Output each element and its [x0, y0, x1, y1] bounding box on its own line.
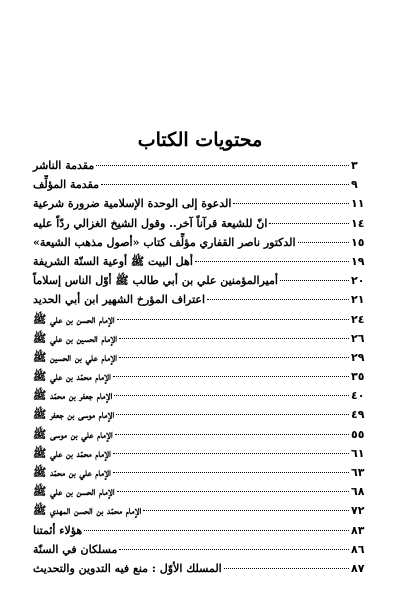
toc-entry-label: الدكتور ناصر القفاري مؤلِّف كتاب «أصول مذهب الشيعة» [33, 235, 296, 249]
toc-entry [31, 271, 373, 290]
toc-entry [31, 233, 373, 252]
toc-entry [31, 156, 373, 175]
toc-entry-label: أهل البيت ﷺ أوعية السنّة الشريفة [33, 254, 193, 268]
toc-entry [31, 329, 373, 348]
dot-leader [116, 414, 349, 415]
toc-entry-page-number: ٨٣ [351, 523, 365, 537]
dot-leader [113, 376, 349, 377]
toc-entry-label: مسلكان في السنّة [33, 542, 118, 556]
toc-entry-page-number: ١٩ [351, 254, 365, 268]
table-of-contents [31, 156, 373, 578]
toc-entry-label: الإمام علي بن الحسين ﷺ [33, 350, 117, 364]
toc-entry [31, 367, 373, 386]
dot-leader [119, 357, 349, 358]
toc-entry [31, 482, 373, 501]
toc-entry [31, 521, 373, 540]
toc-entry-page-number: ٦٨ [351, 485, 365, 499]
dot-leader [117, 491, 349, 492]
dot-leader [84, 530, 349, 531]
toc-entry [31, 540, 373, 559]
toc-entry-page-number: ٨٧ [351, 561, 365, 575]
toc-entry [31, 405, 373, 424]
toc-entry-label: الإمام الحسن بن علي ﷺ [33, 312, 115, 326]
dot-leader [224, 568, 349, 569]
dot-leader [101, 184, 349, 185]
dot-leader [113, 453, 349, 454]
toc-entry-label: الإمام محمّد بن الحسن المهدي ﷺ [33, 504, 142, 518]
toc-entry [31, 310, 373, 329]
toc-entry-label: أميرالمؤمنين علي بن أبي طالب ﷺ أوّل الناس إسلاماً [33, 274, 278, 288]
dot-leader [269, 223, 349, 224]
dot-leader [280, 280, 349, 281]
dot-leader [113, 472, 349, 473]
toc-entry-label: الإمام علي بن موسى ﷺ [33, 427, 113, 441]
toc-entry-page-number: ٢٦ [351, 331, 365, 345]
toc-entry-page-number: ٨٦ [351, 542, 365, 556]
dot-leader [96, 165, 349, 166]
dot-leader [233, 203, 349, 204]
toc-entry-page-number: ١٥ [351, 235, 365, 249]
toc-entry-page-number: ٦٣ [351, 466, 365, 479]
toc-entry-label: الإمام جعفر بن محمّد ﷺ [33, 389, 113, 403]
toc-entry [31, 501, 373, 520]
toc-entry-label: الإمام علي بن محمّد ﷺ [33, 466, 111, 479]
toc-entry-page-number: ١١ [351, 197, 365, 211]
toc-entry-label: الدعوة إلى الوحدة الإسلامية ضرورة شرعية [33, 197, 232, 211]
dot-leader [143, 510, 349, 511]
toc-entry-page-number: ٧٢ [351, 504, 365, 518]
toc-entry [31, 194, 373, 213]
toc-entry-label: الإمام الحسن بن علي ﷺ [33, 485, 115, 499]
dot-leader [119, 549, 349, 550]
toc-entry [31, 290, 373, 309]
toc-entry [31, 444, 373, 463]
toc-entry-page-number: ١٤ [351, 216, 365, 230]
toc-entry-page-number: ٤٩ [351, 408, 365, 422]
toc-entry [31, 252, 373, 271]
toc-entry [31, 175, 373, 194]
toc-entry [31, 386, 373, 405]
toc-entry-page-number: ٢٤ [351, 312, 365, 326]
toc-entry-page-number: ٩ [351, 178, 358, 192]
toc-entry-label: اعتراف المؤرخ الشهير ابن أبي الحديد [33, 293, 206, 307]
toc-entry-page-number: ٢٠ [351, 274, 365, 288]
toc-entry-label: الإمام موسى بن جعفر ﷺ [33, 408, 115, 422]
toc-entry-page-number: ٣ [351, 159, 358, 172]
page-title: محتويات الكتاب [137, 129, 263, 151]
toc-entry [31, 214, 373, 233]
toc-entry-page-number: ٢١ [351, 293, 365, 307]
dot-leader [298, 242, 349, 243]
dot-leader [115, 434, 349, 435]
dot-leader [117, 319, 349, 320]
toc-entry-label: مقدمة الناشر [33, 159, 95, 172]
dot-leader [114, 395, 349, 396]
toc-entry-label: الإمام الحسين بن علي ﷺ [33, 331, 117, 345]
toc-entry-page-number: ٣٥ [351, 370, 365, 384]
toc-entry-label: الإمام محمّد بن علي ﷺ [33, 370, 111, 384]
toc-entry [31, 348, 373, 367]
dot-leader [195, 261, 349, 262]
toc-entry-label: مقدمة المؤلِّف [33, 178, 100, 192]
toc-entry-page-number: ٥٥ [351, 427, 365, 441]
toc-entry-label: هؤلاء أئمتنا [33, 523, 83, 537]
toc-entry [31, 559, 373, 578]
toc-entry [31, 463, 373, 482]
dot-leader [207, 299, 349, 300]
dot-leader [119, 338, 349, 339]
toc-entry-page-number: ٦١ [351, 446, 365, 460]
toc-entry-label: المسلك الأوّل : منع فيه التدوين والتحديث [33, 561, 222, 575]
toc-entry-page-number: ٢٩ [351, 350, 365, 364]
toc-entry-label: انّ للشيعة قرآناً آخر.. وقول الشيخ الغزالي ردّاً عليه [33, 216, 268, 230]
toc-entry [31, 425, 373, 444]
toc-entry-label: الإمام محمّد بن علي ﷺ [33, 446, 111, 460]
toc-entry-page-number: ٤٠ [351, 389, 365, 403]
